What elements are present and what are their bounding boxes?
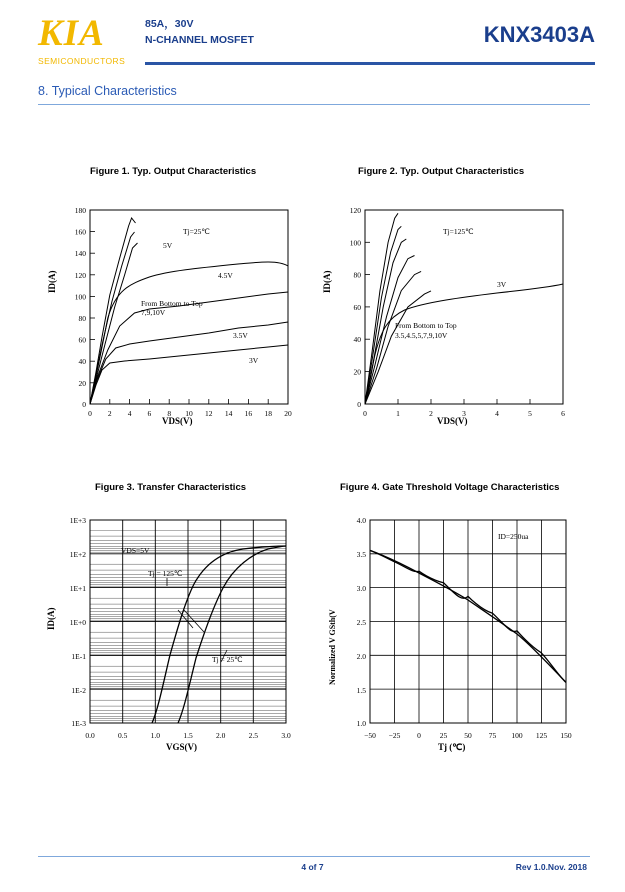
svg-text:1: 1 <box>396 409 400 418</box>
svg-text:Tj = 125℃: Tj = 125℃ <box>148 569 183 578</box>
svg-text:0: 0 <box>357 400 361 409</box>
svg-text:6: 6 <box>561 409 565 418</box>
svg-text:20: 20 <box>78 378 86 388</box>
figure-2-xlabel: VDS(V) <box>437 416 468 426</box>
svg-text:1E+2: 1E+2 <box>69 550 86 559</box>
logo-text: KIA <box>38 13 105 54</box>
figure-2-ylabel: ID(A) <box>322 270 332 293</box>
svg-text:2.5: 2.5 <box>248 731 258 740</box>
svg-text:3.0: 3.0 <box>281 731 291 740</box>
svg-text:0: 0 <box>363 409 367 418</box>
svg-text:6: 6 <box>147 409 152 418</box>
figure-2-chart <box>322 198 585 443</box>
svg-text:14: 14 <box>224 409 233 418</box>
svg-text:0.0: 0.0 <box>85 731 95 740</box>
svg-text:1E-1: 1E-1 <box>71 652 86 661</box>
svg-text:From Bottom to Top: From Bottom to Top <box>141 299 203 308</box>
svg-text:3.0: 3.0 <box>356 584 366 593</box>
svg-text:125: 125 <box>535 731 548 740</box>
svg-text:10: 10 <box>185 409 193 418</box>
svg-text:100: 100 <box>74 292 86 302</box>
svg-text:5V: 5V <box>163 241 173 250</box>
figure-4-ylabel: Normalized V GSth(V <box>328 609 337 685</box>
svg-text:3.5,4.5,5,7,9,10V: 3.5,4.5,5,7,9,10V <box>395 331 448 340</box>
figure-4-chart <box>318 510 588 765</box>
figure-3-ylabel: ID(A) <box>46 607 56 630</box>
svg-text:1E-2: 1E-2 <box>71 686 86 695</box>
svg-text:−50: −50 <box>364 731 376 740</box>
svg-text:4.0: 4.0 <box>356 516 366 525</box>
svg-text:40: 40 <box>78 357 86 367</box>
figure-1-xlabel: VDS(V) <box>162 416 193 426</box>
figure-2-caption: Figure 2. Typ. Output Characteristics <box>358 166 525 177</box>
svg-text:3V: 3V <box>249 356 259 365</box>
svg-text:1E+0: 1E+0 <box>69 618 86 627</box>
footer-revision: Rev 1.0.Nov. 2018 <box>515 862 587 872</box>
svg-text:5: 5 <box>528 409 532 418</box>
svg-text:0: 0 <box>88 409 92 418</box>
svg-text:75: 75 <box>488 731 497 740</box>
logo-subtitle: SEMICONDUCTORS <box>38 56 126 66</box>
svg-text:60: 60 <box>78 335 86 345</box>
svg-text:120: 120 <box>349 206 361 215</box>
svg-text:3: 3 <box>462 409 466 418</box>
svg-text:0: 0 <box>417 731 421 740</box>
footer-page-number: 4 of 7 <box>301 862 324 872</box>
svg-text:50: 50 <box>464 731 472 740</box>
footer-divider <box>38 856 590 857</box>
svg-text:16: 16 <box>244 409 253 418</box>
figure-4-caption: Figure 4. Gate Threshold Voltage Characteristics <box>340 482 560 493</box>
svg-text:Tj = 25℃: Tj = 25℃ <box>212 655 243 664</box>
svg-text:1E+1: 1E+1 <box>69 584 86 593</box>
svg-text:2.0: 2.0 <box>216 731 226 740</box>
svg-text:100: 100 <box>349 238 361 248</box>
section-title <box>38 84 177 98</box>
svg-text:1E+3: 1E+3 <box>69 516 86 525</box>
part-number: KNX3403A <box>483 22 595 47</box>
figure-1-chart <box>47 198 310 443</box>
header-spec-line1: 85A，30V <box>145 18 194 30</box>
figure-1-caption: Figure 1. Typ. Output Characteristics <box>90 166 257 177</box>
svg-text:3.5V: 3.5V <box>233 331 248 340</box>
svg-text:180: 180 <box>74 206 86 215</box>
svg-text:2.0: 2.0 <box>356 652 366 661</box>
svg-text:150: 150 <box>560 731 572 740</box>
svg-text:80: 80 <box>78 314 86 323</box>
svg-text:40: 40 <box>353 335 361 345</box>
figure-3-caption: Figure 3. Transfer Characteristics <box>95 482 247 493</box>
figure-4-xlabel: Tj (℃) <box>438 742 466 752</box>
svg-text:−25: −25 <box>388 731 401 740</box>
svg-text:3V: 3V <box>497 280 507 289</box>
svg-text:120: 120 <box>74 270 86 280</box>
header-divider <box>145 62 595 65</box>
svg-text:18: 18 <box>264 409 272 418</box>
svg-text:0: 0 <box>82 400 86 409</box>
svg-text:1.0: 1.0 <box>356 719 366 728</box>
svg-text:140: 140 <box>74 249 86 259</box>
svg-text:1E-3: 1E-3 <box>71 719 86 728</box>
svg-text:1.0: 1.0 <box>150 731 160 740</box>
svg-text:20: 20 <box>284 409 292 418</box>
svg-text:4.5V: 4.5V <box>218 271 233 280</box>
svg-text:60: 60 <box>353 302 361 312</box>
svg-text:80: 80 <box>353 270 361 280</box>
svg-text:25: 25 <box>439 731 448 740</box>
svg-text:7,9,10V: 7,9,10V <box>141 308 166 317</box>
svg-text:2.5: 2.5 <box>356 618 366 627</box>
svg-text:8: 8 <box>167 409 172 418</box>
svg-text:2: 2 <box>107 409 112 418</box>
svg-text:1.5: 1.5 <box>183 731 193 740</box>
header-spec-line2: N-CHANNEL MOSFET <box>145 34 254 46</box>
svg-text:ID=250uа: ID=250uа <box>498 532 529 541</box>
svg-text:3.5: 3.5 <box>356 550 366 559</box>
header-spec <box>145 16 254 48</box>
page-header <box>0 0 625 78</box>
svg-text:0.5: 0.5 <box>118 731 128 740</box>
svg-text:4: 4 <box>495 409 499 418</box>
section-divider <box>38 104 590 105</box>
svg-text:100: 100 <box>511 731 523 740</box>
svg-text:Tj=125℃: Tj=125℃ <box>443 227 474 236</box>
svg-text:160: 160 <box>74 227 86 237</box>
svg-text:Tj=25℃: Tj=25℃ <box>183 227 210 236</box>
kia-logo <box>38 14 136 54</box>
section-number: 8. <box>38 84 49 98</box>
figure-1-ylabel: ID(A) <box>47 270 57 293</box>
section-heading: Typical Characteristics <box>51 84 177 98</box>
svg-text:1.5: 1.5 <box>356 686 366 695</box>
svg-text:From Bottom to Top: From Bottom to Top <box>395 321 457 330</box>
svg-text:12: 12 <box>205 409 213 418</box>
svg-text:2: 2 <box>429 409 433 418</box>
figure-3-chart <box>38 510 308 765</box>
figure-3-xlabel: VGS(V) <box>166 742 197 752</box>
svg-text:20: 20 <box>353 367 361 377</box>
svg-text:VDS=5V: VDS=5V <box>121 546 150 555</box>
svg-text:4: 4 <box>127 409 132 418</box>
